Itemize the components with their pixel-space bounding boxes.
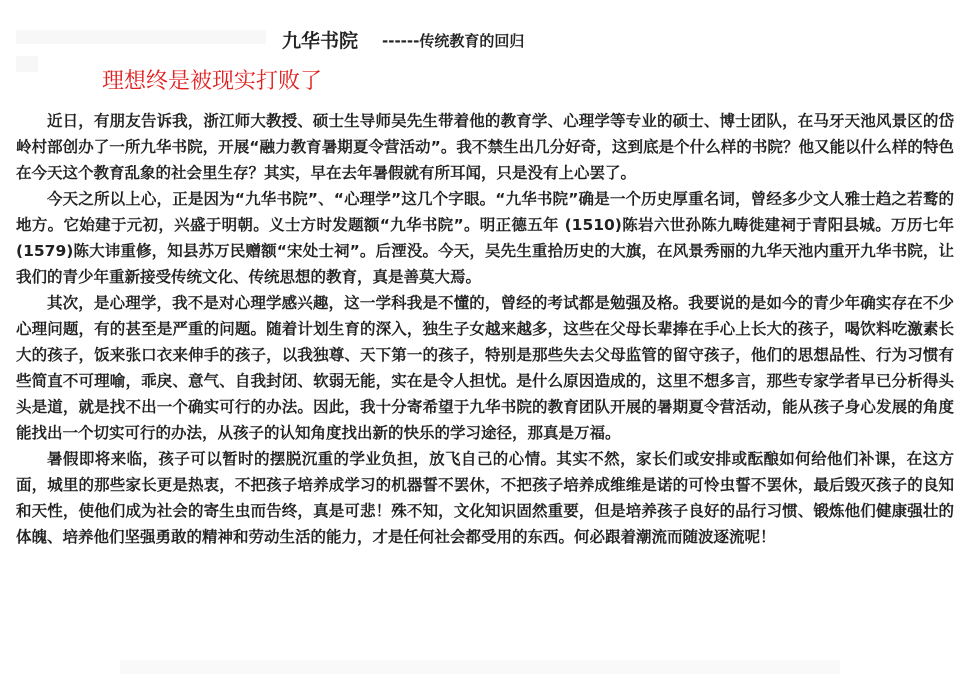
paragraph: 暑假即将来临，孩子可以暂时的摆脱沉重的学业负担，放飞自己的心情。其实不然，家长们或安排或酝酿如何给他们补课，在这方面，城里的那些家长更是热衷，不把孩子培养成学习的机器誓不罢休，不把孩子培养成维维是诺的可怜虫誓不罢休，最后毁灭孩子的良知和天性，使他们成为社会的寄生虫而告终，真是可悲！殊不知，文化知识固然重要，但是培养孩子良好的品行习惯、锻炼他们健康强壮的体魄、培养他们坚强勇敢的精神和劳动生活的能力，才是任何社会都受用的东西。何必跟着潮流而随波逐流呢！: [16, 450, 954, 546]
article-body: [16, 108, 954, 550]
decorative-bar: [120, 660, 840, 674]
paragraph: 其次，是心理学，我不是对心理学感兴趣，这一学科我是不懂的，曾经的考试都是勉强及格。我要说的是如今的青少年确实存在不少心理问题，有的甚至是严重的问题。随着计划生育的深入，独生子女越来越多，这些在父母长辈捧在手心上长大的孩子，喝饮料吃激素长大的孩子，饭来张口衣来伸手的孩子，以我独尊、天下第一的孩子，特别是那些失去父母监管的留守孩子，他们的思想品性、行为习惯有些简直不可理喻，乖戾、意气、自我封闭、软弱无能，实在是令人担忧。是什么原因造成的，这里不想多言，那些专家学者早已分析得头头是道，就是找不出一个确实可行的办法。因此，我十分寄希望于九华书院的教育团队开展的暑期夏令营活动，能从孩子身心发展的角度能找出一个切实可行的办法，从孩子的认知角度找出新的快乐的学习途径，那真是万福。: [16, 294, 954, 442]
page-subtitle: ------传统教育的回归: [382, 32, 525, 50]
paragraph: 近日，有朋友告诉我，浙江师大教授、硕士生导师吴先生带着他的教育学、心理学等专业的硕士、博士团队，在马牙天池风景区的岱岭村部创办了一所九华书院，开展“融力教育暑期夏令营活动”。我不禁生出几分好奇，这到底是个什么样的书院？他又能以什么样的特色在今天这个教育乱象的社会里生存？其实，早在去年暑假就有所耳闻，只是没有上心罢了。: [16, 112, 954, 182]
page-title: 九华书院: [282, 30, 359, 52]
title-row: [0, 26, 970, 54]
paragraph: 今天之所以上心，正是因为“九华书院”、“心理学”这几个字眼。“九华书院”确是一个历史厚重名词，曾经多少文人雅士趋之若鹜的地方。它始建于元初，兴盛于明朝。义士方时发题额“九华书院”。明正德五年 (1510)陈岩六世孙陈九畴徙建祠于青阳县城。万历七年(1579)陈大讳重修，知县苏万民赠额“宋处士祠”。后湮没。今天，吴先生重拾历史的大旗，在风景秀丽的九华天池内重开九华书院，让我们的青少年重新接受传统文化、传统思想的教育，真是善莫大焉。: [16, 190, 954, 286]
headline: 理想终是被现实打败了: [102, 69, 323, 94]
decorative-bar: [16, 56, 38, 72]
